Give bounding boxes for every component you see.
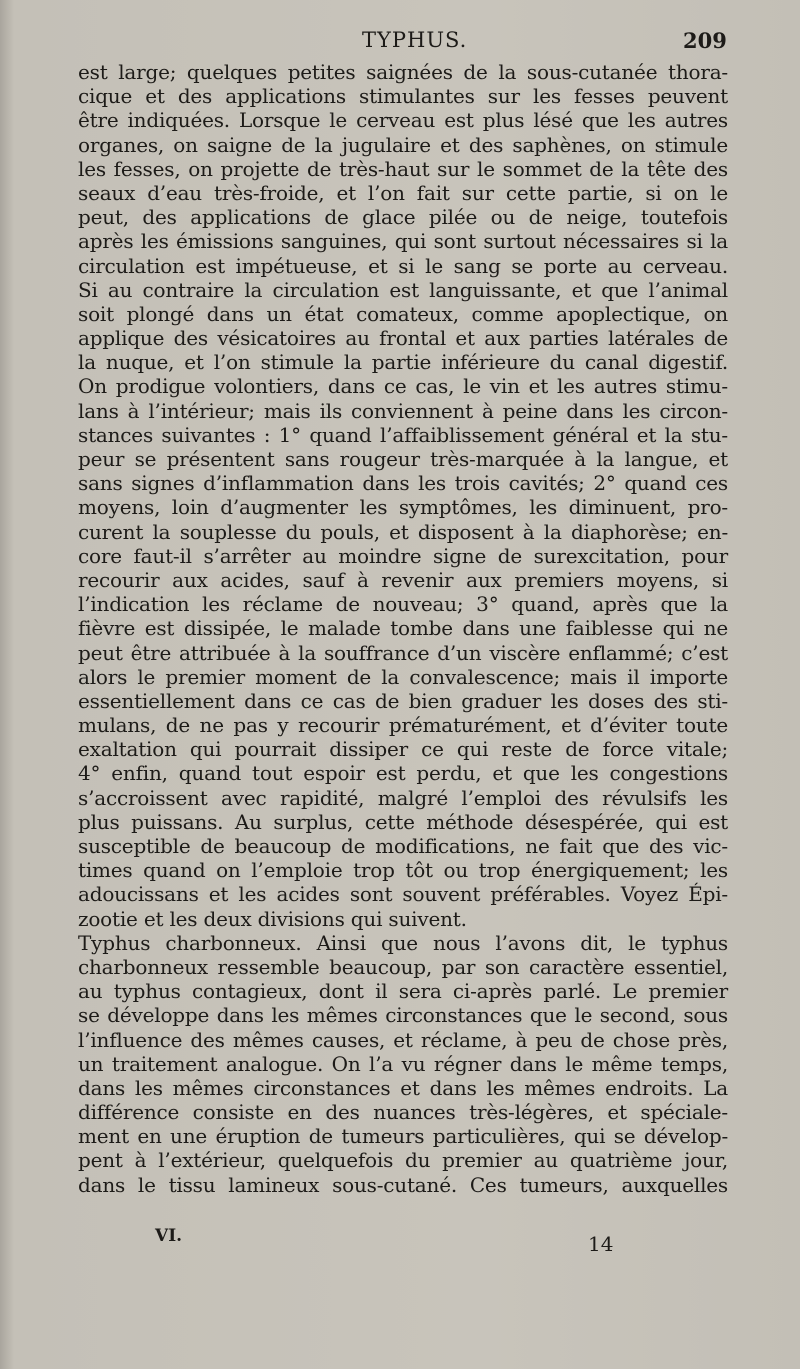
text-line: moyens, loin d’augmenter les symptômes, les diminuent, pro-	[78, 495, 728, 520]
text-line: se développe dans les mêmes circonstances que le second, sous	[78, 1003, 728, 1028]
page-number: 209	[683, 28, 727, 53]
text-line: circulation est impétueuse, et si le sang se porte au cerveau.	[78, 253, 728, 278]
text-line: core faut-il s’arrêter au moindre signe de surexcitation, pour	[78, 543, 728, 568]
text-line: dans les mêmes circonstances et dans les mêmes endroits. La	[78, 1075, 728, 1100]
text-line: Typhus charbonneux. Ainsi que nous l’avons dit, le typhus	[78, 930, 728, 955]
text-line: après les émissions sanguines, qui sont surtout nécessaires si la	[78, 229, 728, 254]
text-line: alors le premier moment de la convalescence; mais il importe	[78, 664, 728, 689]
text-line: adoucissans et les acides sont souvent préférables. Voyez Épi-	[78, 882, 728, 907]
text-line: 4° enfin, quand tout espoir est perdu, et que les congestions	[78, 761, 728, 786]
text-line: essentiellement dans ce cas de bien graduer les doses des sti-	[78, 688, 728, 713]
text-line: stances suivantes : 1° quand l’affaiblissement général et la stu-	[78, 422, 728, 447]
page-footer	[0, 1226, 800, 1256]
text-line: l’indication les réclame de nouveau; 3° quand, après que la	[78, 592, 728, 617]
text-line: charbonneux ressemble beaucoup, par son caractère essentiel,	[78, 954, 728, 979]
text-line: cique et des applications stimulantes sur les fesses peuvent	[78, 84, 728, 109]
text-line: peur se présentent sans rougeur très-marquée à la langue, et	[78, 447, 728, 471]
text-line: fièvre est dissipée, le malade tombe dans une faiblesse qui ne	[78, 616, 728, 641]
signature-volume: VI.	[155, 1226, 183, 1246]
text-line: susceptible de beaucoup de modifications, ne fait que des vic-	[78, 834, 728, 858]
text-line: la nuque, et l’on stimule la partie inférieure du canal digestif.	[78, 350, 728, 375]
signature-number: 14	[588, 1232, 614, 1256]
text-line: zootie et les deux divisions qui suivent.	[78, 906, 467, 931]
text-line: être indiquées. Lorsque le cerveau est plus lésé que les autres	[78, 108, 728, 133]
text-line: ment en une éruption de tumeurs particulières, qui se dévelop-	[78, 1124, 728, 1149]
text-line: l’influence des mêmes causes, et réclame, à peu de chose près,	[78, 1027, 728, 1052]
running-title: TYPHUS.	[362, 28, 468, 52]
text-line: organes, on saigne de la jugulaire et des saphènes, on stimule	[78, 132, 728, 157]
text-line: au typhus contagieux, dont il sera ci-après parlé. Le premier	[78, 979, 728, 1004]
text-line: peut, des applications de glace pilée ou de neige, toutefois	[78, 205, 728, 230]
page-header	[0, 28, 800, 58]
text-line: s’accroissent avec rapidité, malgré l’emploi des révulsifs les	[78, 785, 728, 810]
text-line: plus puissans. Au surplus, cette méthode désespérée, qui est	[78, 809, 728, 834]
text-line: On prodigue volontiers, dans ce cas, le vin et les autres stimu-	[78, 374, 728, 399]
text-line: lans à l’intérieur; mais ils conviennent à peine dans les circon-	[78, 398, 728, 423]
text-line: peut être attribuée à la souffrance d’un viscère enflammé; c’est	[78, 640, 728, 665]
text-line: curent la souplesse du pouls, et disposent à la diaphorèse; en-	[78, 519, 728, 544]
text-line: différence consiste en des nuances très-légères, et spéciale-	[78, 1100, 728, 1125]
text-line: exaltation qui pourrait dissiper ce qui reste de force vitale;	[78, 737, 728, 762]
text-line: soit plongé dans un état comateux, comme apoplectique, on	[78, 301, 728, 326]
text-line: Si au contraire la circulation est languissante, et que l’animal	[78, 277, 728, 302]
text-line: pent à l’extérieur, quelquefois du premier au quatrième jour,	[78, 1148, 728, 1173]
text-line: est large; quelques petites saignées de la sous-cutanée thora-	[78, 60, 728, 84]
text-line: un traitement analogue. On l’a vu régner dans le même temps,	[78, 1051, 728, 1076]
text-line: recourir aux acides, sauf à revenir aux premiers moyens, si	[78, 567, 728, 592]
text-line: applique des vésicatoires au frontal et aux parties latérales de	[78, 326, 728, 351]
text-line: mulans, de ne pas y recourir prématurément, et d’éviter toute	[78, 713, 728, 738]
text-line: times quand on l’emploie trop tôt ou trop énergiquement; les	[78, 858, 728, 883]
body-text	[78, 60, 728, 1197]
text-line: dans le tissu lamineux sous-cutané. Ces tumeurs, auxquelles	[78, 1172, 728, 1197]
text-line: les fesses, on projette de très-haut sur le sommet de la tête des	[78, 156, 728, 181]
text-line: seaux d’eau très-froide, et l’on fait sur cette partie, si on le	[78, 180, 728, 205]
text-line: sans signes d’inflammation dans les trois cavités; 2° quand ces	[78, 471, 728, 496]
